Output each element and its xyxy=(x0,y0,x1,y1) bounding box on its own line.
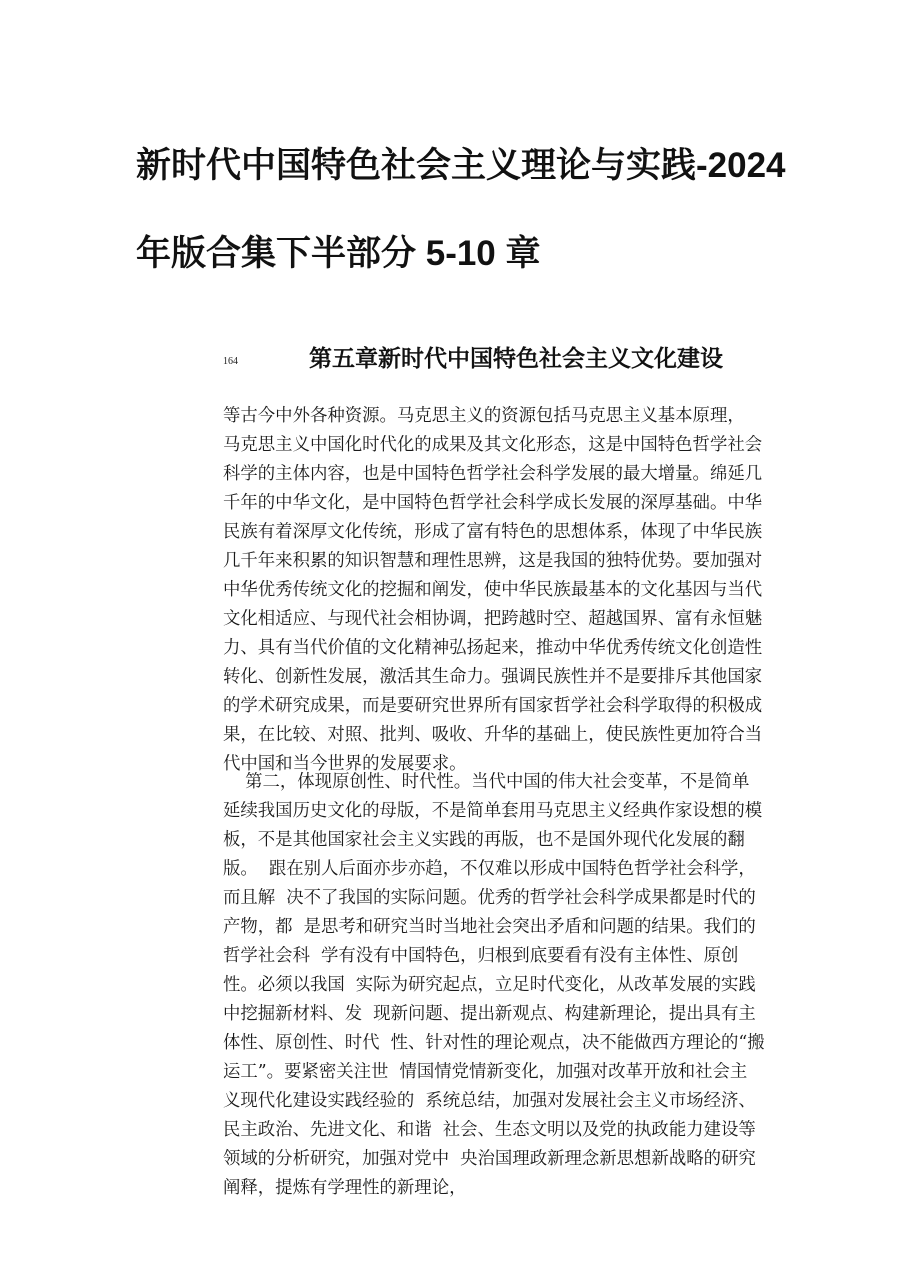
text-line: 运工”。要紧密关注世 情国情党情新变化，加强对改革开放和社会主 xyxy=(223,1062,748,1082)
text-line: 第二，体现原创性、时代性。当代中国的伟大社会变革，不是简单 xyxy=(223,772,750,792)
text-line: 哲学社会科 学有没有中国特色，归根到底要看有没有主体性、原创 xyxy=(223,946,739,966)
text-line: 领域的分析研究，加强对党中 央治国理政新理念新思想新战略的研究 xyxy=(223,1149,756,1169)
text-line: 果，在比较、对照、批判、吸收、升华的基础上，使民族性更加符合当 xyxy=(223,725,763,745)
chapter-heading: 第五章新时代中国特色社会主义文化建设 xyxy=(309,345,723,371)
text-line: 马克思主义中国化时代化的成果及其文化形态，这是中国特色哲学社会 xyxy=(223,435,763,455)
text-line: 中华优秀传统文化的挖掘和阐发，使中华民族最基本的文化基因与当代 xyxy=(223,580,763,600)
text-line: 几千年来积累的知识智慧和理性思辨，这是我国的独特优势。要加强对 xyxy=(223,551,763,571)
text-line: 板，不是其他国家社会主义实践的再版，也不是国外现代化发展的翻 xyxy=(223,830,745,850)
text-line: 延续我国历史文化的母版，不是简单套用马克思主义经典作家设想的模 xyxy=(223,801,763,821)
text-line: 科学的主体内容，也是中国特色哲学社会科学发展的最大增量。绵延几 xyxy=(223,464,763,484)
text-line: 中挖掘新材料、发 现新问题、提出新观点、构建新理论，提出具有主 xyxy=(223,1004,756,1024)
text-line: 性。必须以我国 实际为研究起点，立足时代变化，从改革发展的实践 xyxy=(223,975,756,995)
text-line: 民族有着深厚文化传统，形成了富有特色的思想体系，体现了中华民族 xyxy=(223,522,763,542)
text-line: 文化相适应、与现代社会相协调，把跨越时空、超越国界、富有永恒魅 xyxy=(223,609,763,629)
text-line: 的学术研究成果，而是要研究世界所有国家哲学社会科学取得的积极成 xyxy=(223,696,763,716)
text-line: 产物，都 是思考和研究当时当地社会突出矛盾和问题的结果。我们的 xyxy=(223,917,756,937)
text-line: 体性、原创性、时代 性、针对性的理论观点，决不能做西方理论的“搬 xyxy=(223,1033,765,1053)
page-number: 164 xyxy=(223,356,238,367)
body-paragraph-1 xyxy=(223,402,785,779)
text-line: 转化、创新性发展，激活其生命力。强调民族性并不是要排斥其他国家 xyxy=(223,667,763,687)
document-title-line-1: 新时代中国特色社会主义理论与实践-2024 xyxy=(136,146,786,185)
text-line: 版。 跟在别人后面亦步亦趋，不仅难以形成中国特色哲学社会科学， xyxy=(223,859,756,879)
text-line: 而且解 决不了我国的实际问题。优秀的哲学社会科学成果都是时代的 xyxy=(223,888,756,908)
text-line: 等古今中外各种资源。马克思主义的资源包括马克思主义基本原理， xyxy=(223,406,745,426)
text-line: 民主政治、先进文化、和谐 社会、生态文明以及党的执政能力建设等 xyxy=(223,1120,756,1140)
document-title-line-2: 年版合集下半部分 5-10 章 xyxy=(136,234,541,273)
text-line: 阐释，提炼有学理性的新理论， xyxy=(223,1178,467,1198)
text-line: 代中国和当今世界的发展要求。 xyxy=(223,754,467,774)
text-line: 千年的中华文化，是中国特色哲学社会科学成长发展的深厚基础。中华 xyxy=(223,493,763,513)
document-title xyxy=(136,122,796,298)
body-paragraph-2 xyxy=(223,768,785,1203)
text-line: 义现代化建设实践经验的 系统总结，加强对发展社会主义市场经济、 xyxy=(223,1091,756,1111)
text-line: 力、具有当代价值的文化精神弘扬起来，推动中华优秀传统文化创造性 xyxy=(223,638,763,658)
